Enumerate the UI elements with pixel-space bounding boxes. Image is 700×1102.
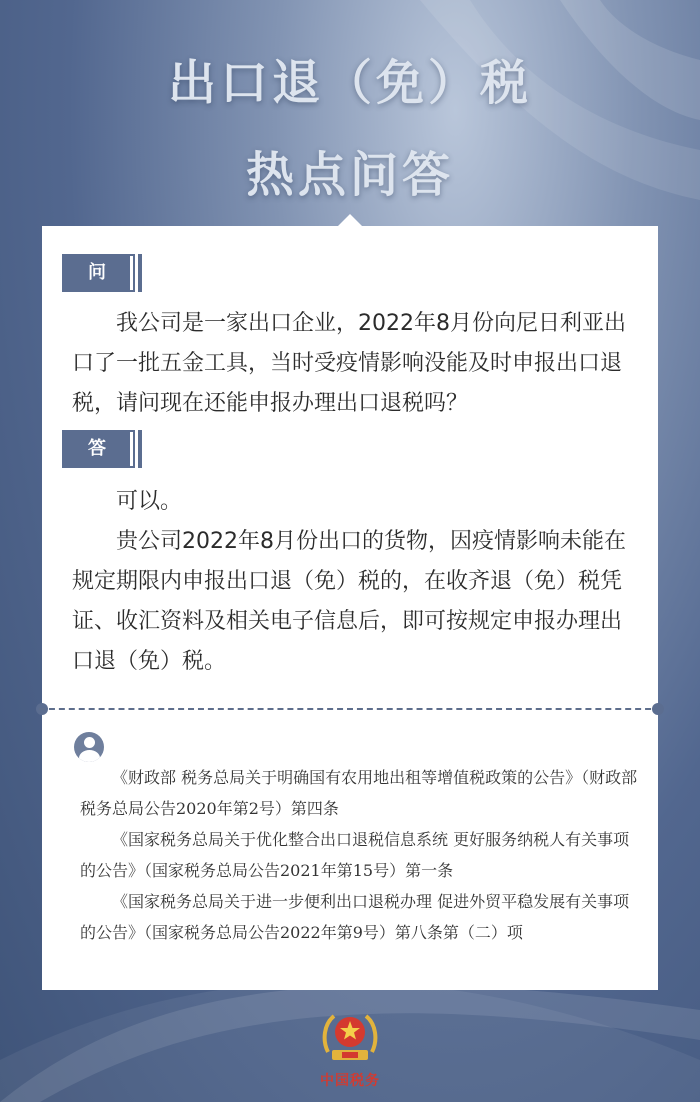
tax-emblem-icon: [318, 1010, 382, 1066]
answer-tag: 答: [64, 432, 133, 466]
card-notch: [338, 214, 362, 226]
brand-logo-text: 中国税务: [320, 1073, 380, 1089]
user-icon: [74, 732, 104, 762]
qa-card: [42, 226, 658, 990]
page-subtitle: 热点问答: [245, 147, 454, 203]
page-title: 出口退（免）税: [167, 55, 532, 111]
divider-dot-right: [652, 703, 664, 715]
question-text: 我公司是一家出口企业，2022年8月份向尼日利亚出口了一批五金工具，当时受疫情影响没能及时申报出口退税，请问现在还能申报办理出口退税吗？: [72, 311, 626, 416]
reference-item: 《国家税务总局关于进一步便利出口退税办理 促进外贸平稳发展有关事项的公告》（国家税务总局公告2022年第9号）第八条第（二）项: [80, 892, 630, 942]
reference-item: 《国家税务总局关于优化整合出口退税信息系统 更好服务纳税人有关事项的公告》（国家税务总局公告2021年第15号）第一条: [80, 830, 630, 880]
answer-text: 贵公司2022年8月份出口的货物，因疫情影响未能在规定期限内申报出口退（免）税的，在收齐退（免）税凭证、收汇资料及相关电子信息后，即可按规定申报办理出口退（免）税。: [72, 529, 626, 674]
answer-short: 可以。: [116, 489, 183, 514]
question-tag: 问: [64, 256, 133, 290]
dashed-divider: [39, 708, 661, 710]
reference-item: 《财政部 税务总局关于明确国有农用地出租等增值税政策的公告》（财政部 税务总局公告2020年第2号）第四条: [80, 768, 638, 818]
